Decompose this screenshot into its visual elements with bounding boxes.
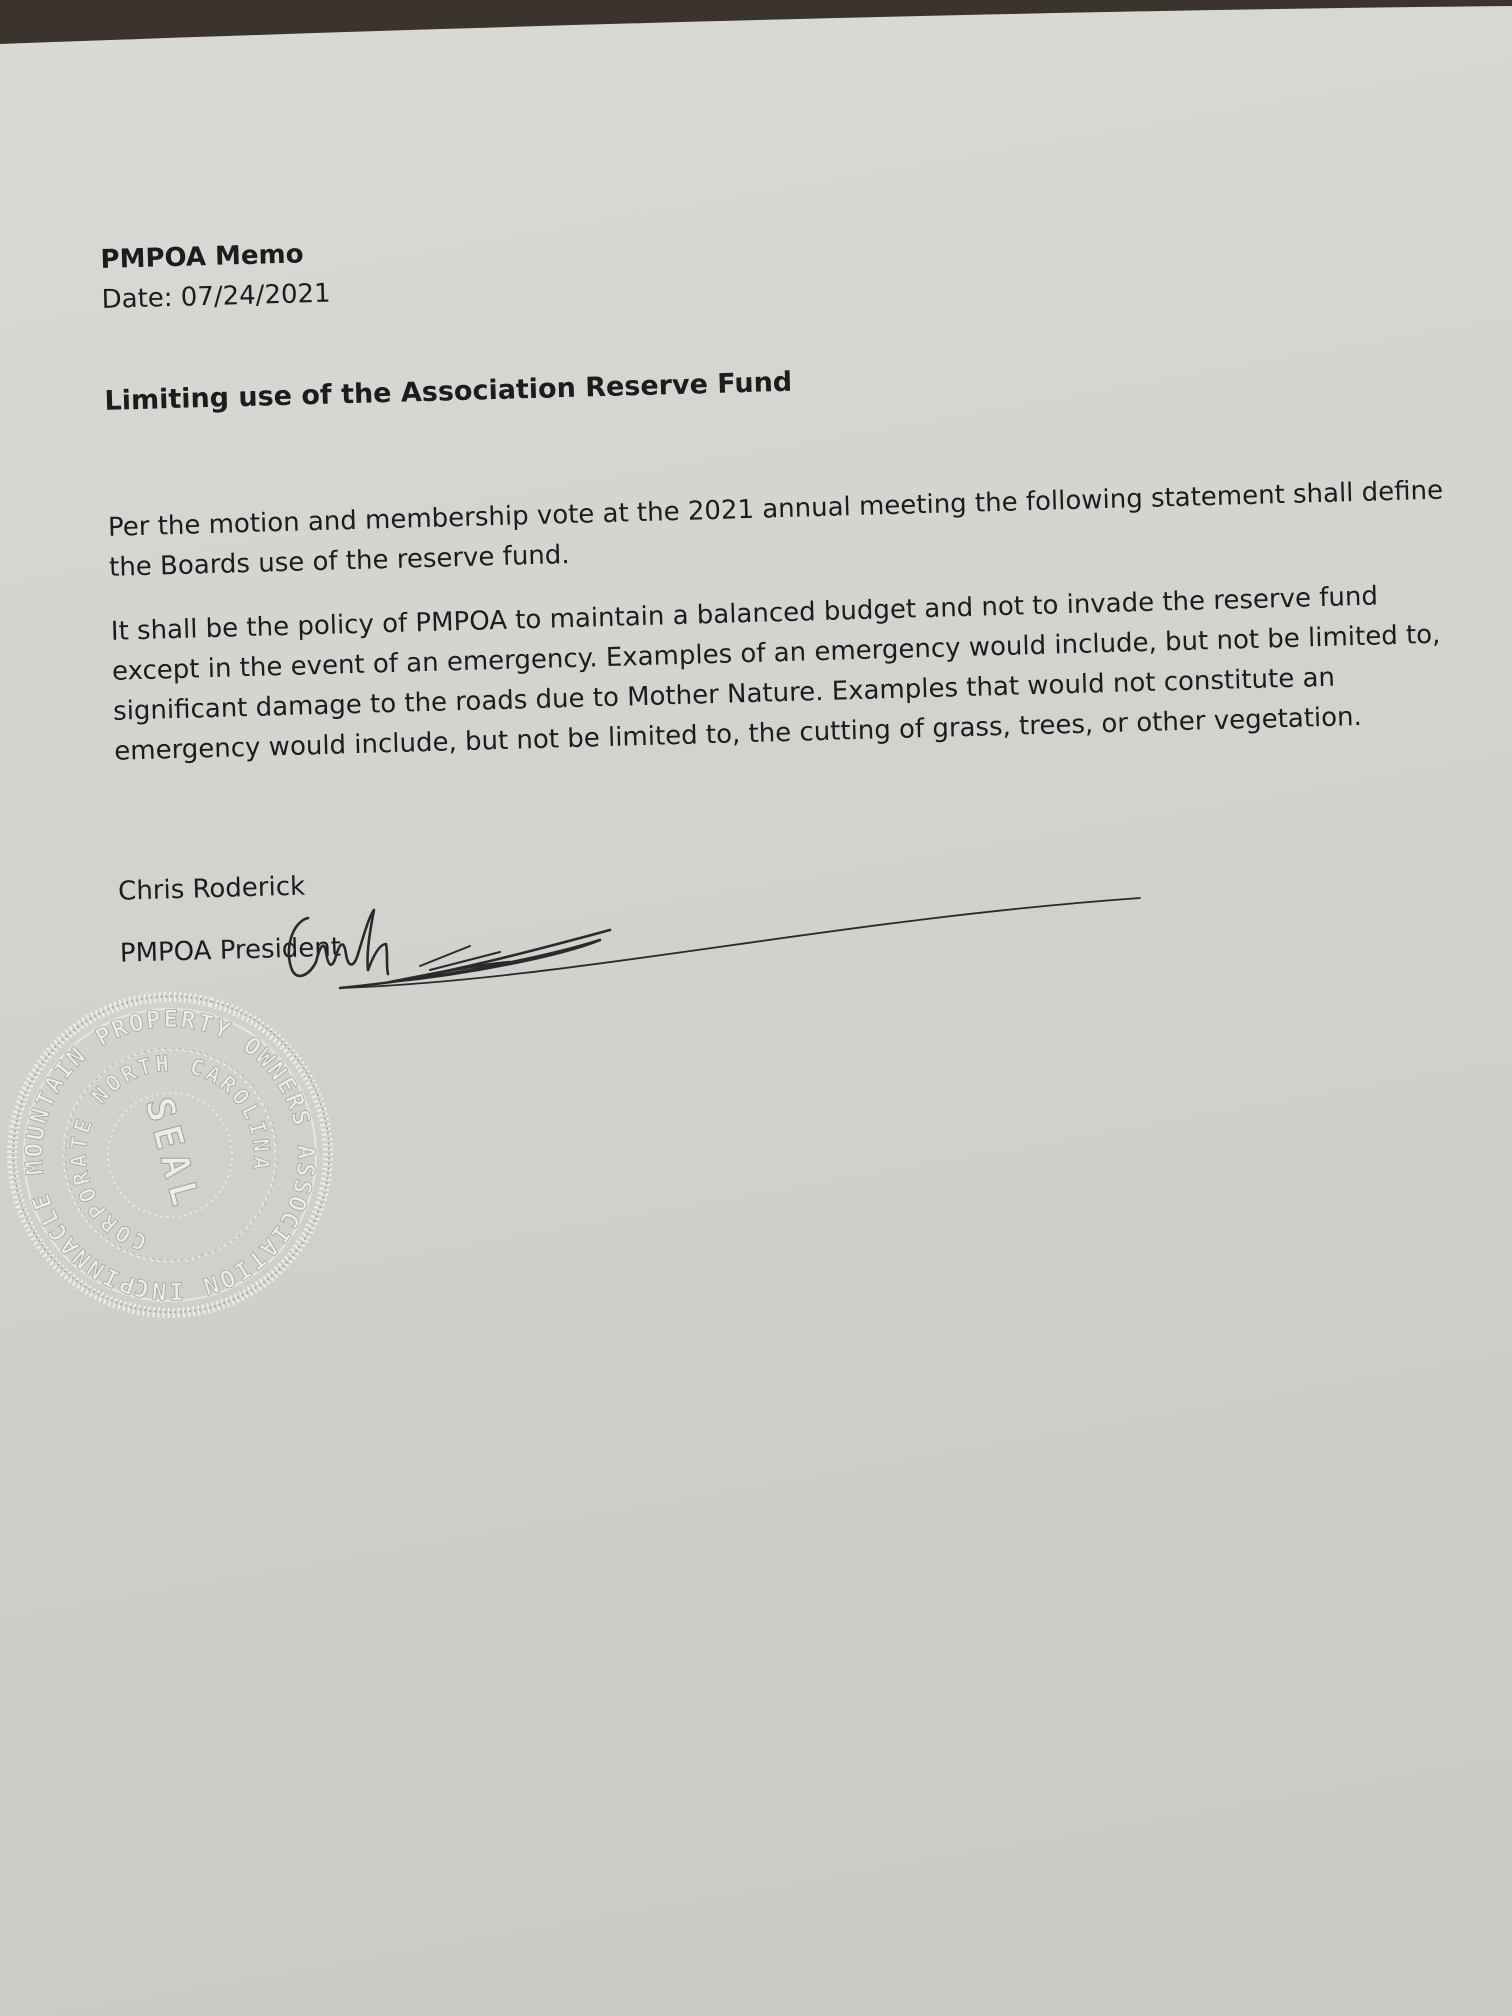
handwritten-signature [270, 870, 1170, 1010]
memo-title: PMPOA Memo [100, 239, 304, 275]
signatory-title: PMPOA President [119, 932, 342, 969]
top-edge-shadow [0, 0, 1512, 48]
seal-inner-text: CORPORATE NORTH CAROLINA [66, 1051, 274, 1255]
memo-heading: Limiting use of the Association Reserve Fund [104, 366, 793, 417]
memo-paragraph-1: Per the motion and membership vote at the 2021 annual meeting the following statement shall define the Boards use of the reserve fund. [107, 475, 1444, 583]
seal-center-text: SEAL [136, 1092, 210, 1216]
embossed-corporate-seal [0, 985, 340, 1325]
memo-date: Date: 07/24/2021 [101, 278, 332, 315]
signatory-name: Chris Roderick [117, 871, 306, 907]
memo-content [100, 203, 1460, 974]
memo-paragraph-2: It shall be the policy of PMPOA to maintain a balanced budget and not to invade the reserve fund except in the event of an emergency. Examples of an emergency would include, but not be limited to, significant damage to the roads due to Mother Nature. Examples that would not constitute an emergency would include, but not be limited to, the cutting of grass, trees, or other vegetation. [110, 581, 1441, 767]
seal-outer-text: PINNACLE MOUNTAIN PROPERTY OWNERS ASSOCIATION INC [19, 1004, 321, 1306]
